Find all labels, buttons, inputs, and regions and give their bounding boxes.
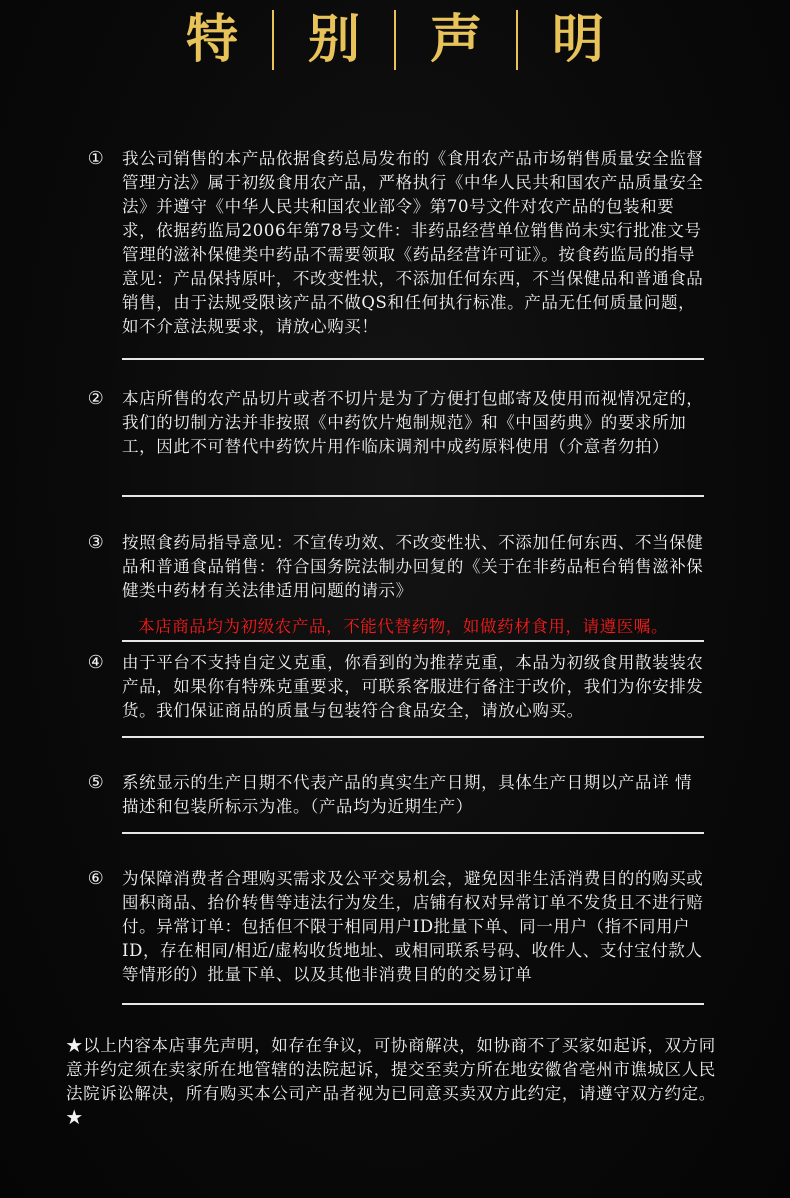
divider [122, 736, 704, 738]
clause-number: ④ [87, 652, 105, 673]
clause-number: ③ [87, 532, 105, 553]
page-title [0, 0, 790, 80]
footer-statement: ★以上内容本店事先声明，如存在争议，可协商解决，如协商不了买家如起诉，双方同意并约定须在卖家所在地管辖的法院起诉，提交至卖方所在地安徽省亳州市谯城区人民法院诉讼解决，所有购买本公司产品者视为已同意买卖双方此约定，请遵守双方约定。★ [66, 1036, 716, 1127]
clause-number: ⑤ [87, 772, 105, 793]
divider [122, 832, 704, 834]
title-char: 声 [429, 10, 482, 70]
clause-text: 为保障消费者合理购买需求及公平交易机会，避免因非生活消费目的的购买或囤积商品、抬价转售等违法行为发生，店铺有权对异常订单不发货且不进行赔付。异常订单：包括但不限于相同用户ID批量下单、同一用户（指不同用户ID，存在相同/相近/虚构收货地址、或相同联系号码、收件人、支付宝付款人等情形的）批量下单、以及其他非消费目的的交易订单 [122, 869, 704, 984]
clause-number: ② [87, 388, 105, 409]
divider [122, 495, 704, 497]
medical-warning: 本店商品均为初级农产品，不能代替药物，如做药材食用，请遵医嘱。 [138, 617, 669, 636]
divider [122, 1003, 704, 1005]
clause-number: ⑥ [87, 868, 105, 889]
clause-text: 本店所售的农产品切片或者不切片是为了方便打包邮寄及使用而视情况定的，我们的切制方法并非按照《中药饮片炮制规范》和《中国药典》的要求所加工，因此不可替代中药饮片用作临床调剂中成药原料使用（介意者勿拍） [122, 389, 704, 456]
title-char: 别 [307, 10, 360, 70]
clause-text: 按照食药局指导意见：不宣传功效、不改变性状、不添加任何东西、不当保健品和普通食品销售：符合国务院法制办回复的《关于在非药品柜台销售滋补保健类中药材有关法律适用问题的请示》 [122, 533, 704, 600]
divider [122, 640, 704, 642]
clause-text: 我公司销售的本产品依据食药总局发布的《食用农产品市场销售质量安全监督管理方法》属于初级食用农产品，严格执行《中华人民共和国农产品质量安全法》并遵守《中华人民共和国农业部令》第70号文件对农产品的包装和要求，依据药监局2006年第78号文件：非药品经营单位销售尚未实行批准文号管理的滋补保健类中药品不需要领取《药品经营许可证》。按食药监局的指导意见：产品保持原叶，不改变性状，不添加任何东西，不当保健品和普通食品销售，由于法规受限该产品不做QS和任何执行标准。产品无任何质量问题，如不介意法规要求，请放心购买！ [122, 149, 704, 336]
title-char: 明 [551, 10, 604, 70]
clause-number: ① [87, 148, 105, 169]
title-char: 特 [185, 10, 238, 70]
clause-text: 由于平台不支持自定义克重，你看到的为推荐克重，本品为初级食用散装装农产品，如果你有特殊克重要求，可联系客服进行备注于改价，我们为你安排发货。我们保证商品的质量与包装符合食品安全，请放心购买。 [122, 653, 704, 720]
clause-text: 系统显示的生产日期不代表产品的真实生产日期，具体生产日期以产品详 情描述和包装所标示为准。（产品均为近期生产） [122, 773, 693, 816]
divider [122, 358, 704, 360]
